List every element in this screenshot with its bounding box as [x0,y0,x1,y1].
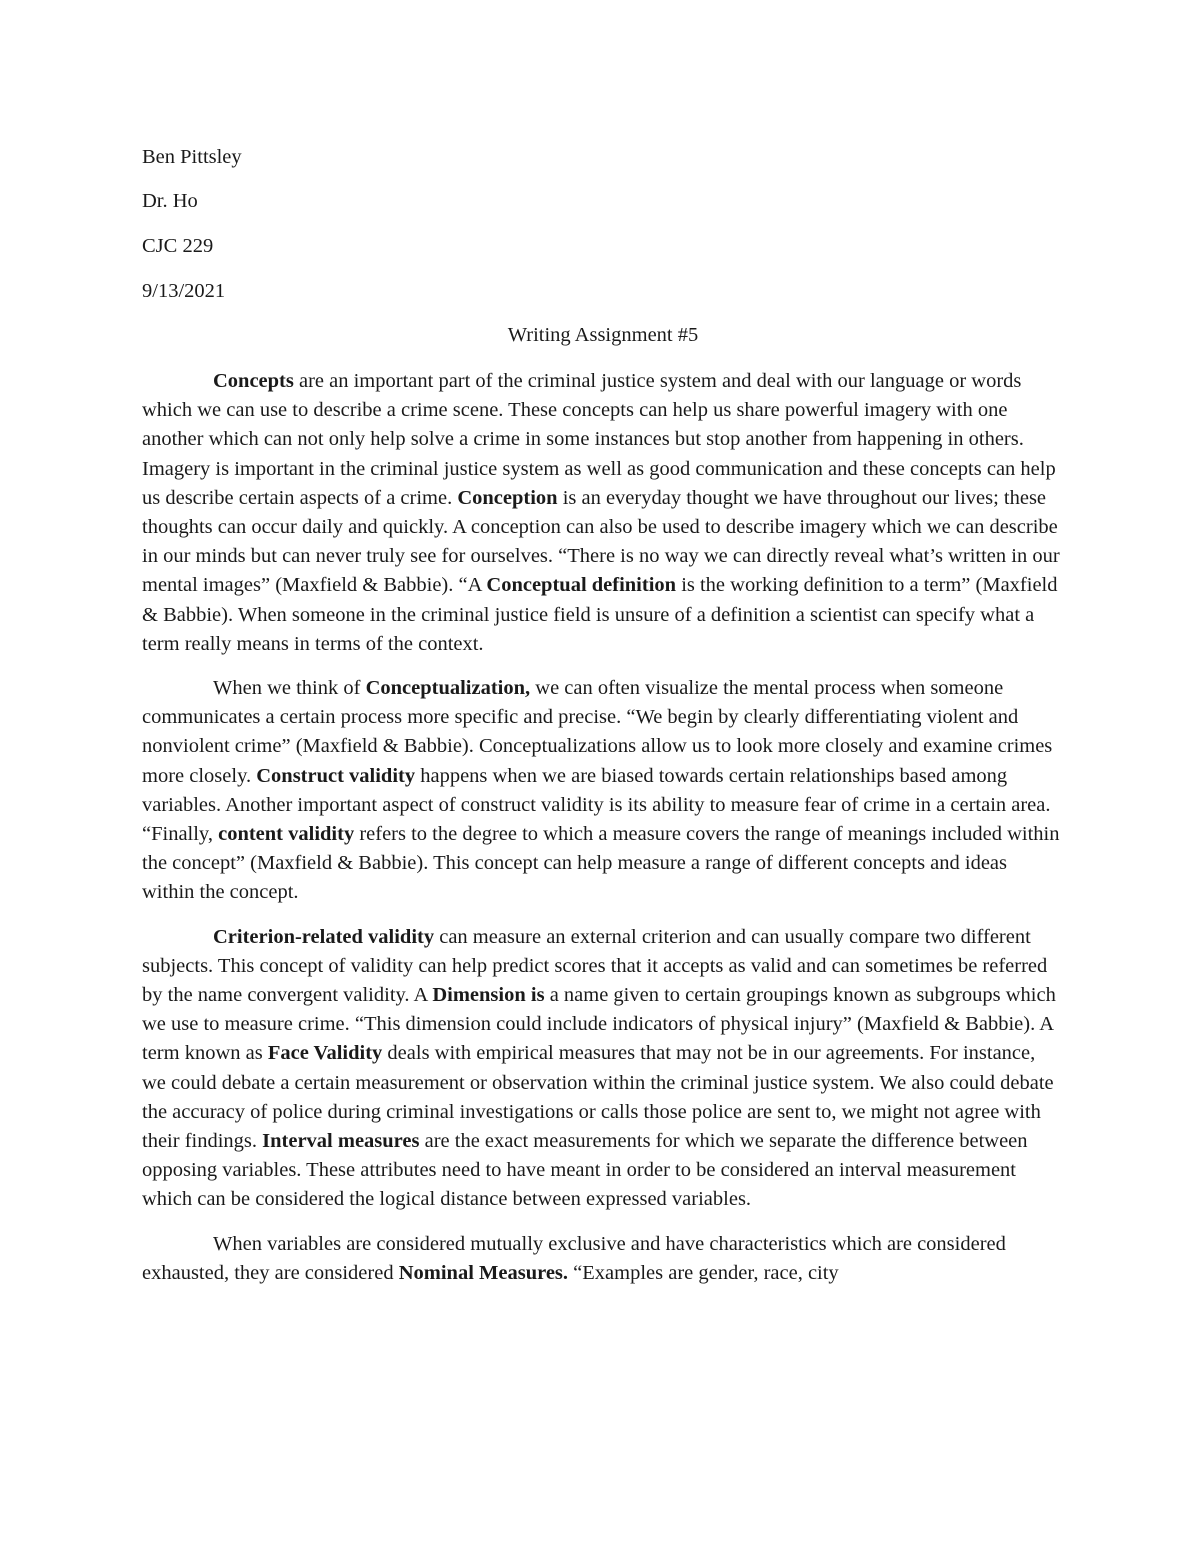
key-term: Interval measures [262,1130,420,1153]
key-term: Conceptualization, [365,677,531,700]
paragraph-text: can measure an external criterion and can usually compare two different subjects. This concept of validity can help predict scores that it accepts as valid and can sometimes be referred by the name convergent validity. A [142,925,1048,1007]
author-name: Ben Pittsley [142,146,242,168]
paragraph-text: a name given to certain groupings known as subgroups which we use to measure crime. “This dimension could include indicators of physical injury” (Maxfield & Babbie). A term known as [142,984,1056,1065]
paragraph-text: are the exact measurements for which we separate the difference between opposing variables. These attributes need to have meant in order to be considered an interval measurement which can be considered the logical distance between expressed variables. [142,1130,1028,1211]
document-body [142,367,1062,1303]
key-term: Dimension is [432,984,545,1007]
paragraph-text: we can often visualize the mental process when someone communicates a certain process more specific and precise. “We begin by clearly differentiating violent and nonviolent crime” (Maxfield & Babbie). Conceptualizations allow us to look more closely and examine crimes more closely. [142,677,1053,787]
paragraph-text: refers to the degree to which a measure covers the range of meanings included within the concept” (Maxfield & Babbie). This concept can help measure a range of different concepts and ideas within the concept. [142,823,1060,904]
document-title: Writing Assignment #5 [507,324,699,346]
key-term: Construct validity [256,764,416,787]
key-term: Face Validity [267,1042,383,1065]
paragraph-text: is an everyday thought we have throughout our lives; these thoughts can occur daily and quickly. A conception can also be used to describe imagery which we can describe in our minds but can never truly see for ourselves. “There is no way we can directly reveal what’s written in our mental images” (Maxfield & Babbie). “A [142,486,1060,597]
instructor-name: Dr. Ho [142,190,198,212]
paragraph-text: deals with empirical measures that may not be in our agreements. For instance, we could debate a certain measurement or observation within the criminal justice system. We also could debate the accuracy of police during criminal investigations or calls those police are sent to, we might not agree with their findings. [142,1042,1054,1153]
paragraph-text: is the working definition to a term” (Maxfield & Babbie). When someone in the criminal justice field is unsure of a definition a scientist can specify what a term really means in terms of the context. [142,574,1058,655]
paragraph-text: When we think of [213,677,366,700]
key-term: Conception [457,486,558,509]
paragraph-1 [142,367,1062,659]
key-term: content validity [218,823,355,846]
paragraph-4 [142,1230,1062,1288]
course-code: CJC 229 [142,235,214,257]
paragraph-3 [142,923,1062,1215]
key-term: Concepts [213,370,294,392]
paragraph-text: happens when we are biased towards certain relationships based among variables. Another important aspect of construct validity is its ability to measure fear of crime in a certain area. “Finally, [142,764,1051,846]
key-term: Nominal Measures. [398,1261,569,1284]
assignment-date: 9/13/2021 [142,280,226,302]
paragraph-text: When variables are considered mutually exclusive and have characteristics which are considered exhausted, they are considered [142,1232,1006,1284]
paragraph-2 [142,674,1062,908]
paragraph-text: “Examples are gender, race, city [568,1261,839,1284]
key-term: Criterion-related validity [213,925,435,948]
key-term: Conceptual definition [486,574,677,597]
paragraph-text: are an important part of the criminal justice system and deal with our language or words which we can use to describe a crime scene. These concepts can help us share powerful imagery with one another which can not only help solve a crime in some instances but stop another from happening in others. Imagery is important in the criminal justice system as well as good communication and these concepts can help us describe certain aspects of a crime. [142,370,1056,509]
